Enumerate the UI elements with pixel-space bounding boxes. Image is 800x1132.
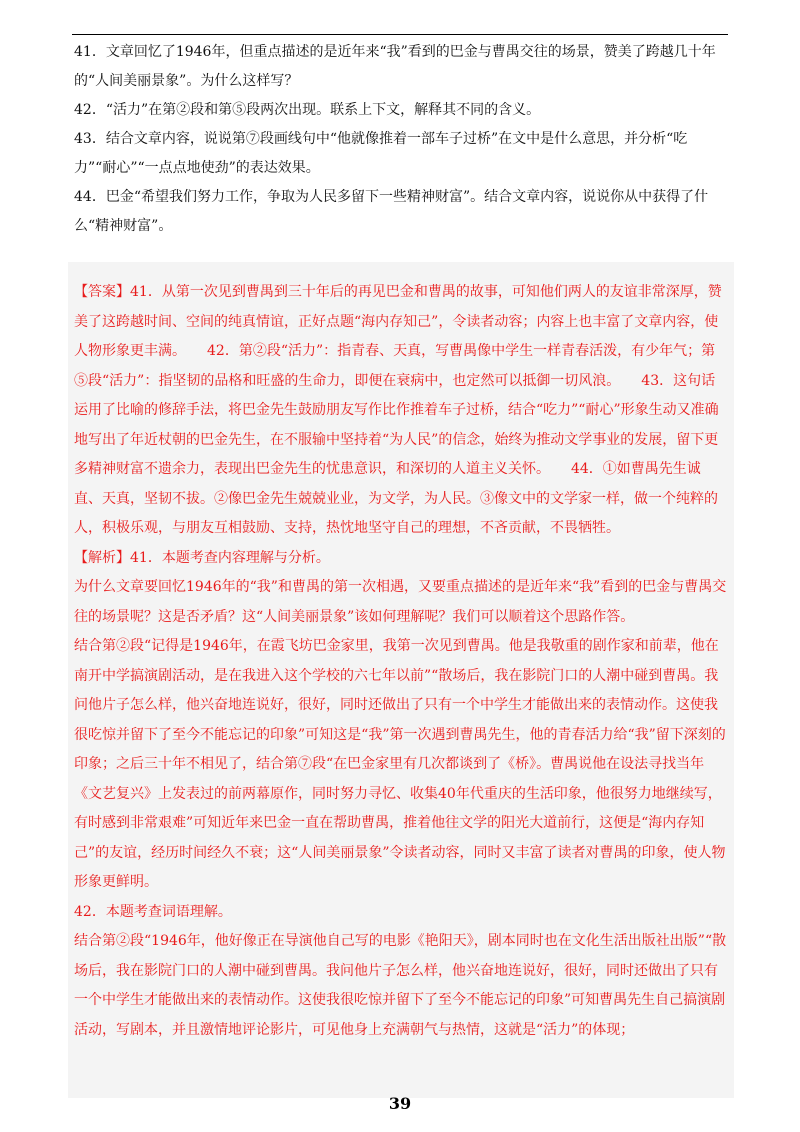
questions-block (74, 38, 728, 241)
page-number: 39 (388, 1094, 412, 1113)
answer-paragraph (74, 278, 728, 544)
question-41: 41．文章回忆了1946年，但重点描述的是近年来“我”看到的巴金与曹禺交往的场景，赞美了跨越几十年的“人间美丽景象”。为什么这样写？ (74, 44, 716, 89)
analysis-paragraph: 结合第②段“1946年，他好像正在导演他自己写的电影《艳阳天》，剧本同时也在文化生活出版社出版”“散场后，我在影院门口的人潮中碰到曹禺。我问他片子怎么样，他兴奋地连说好，很好，同时还做出了只有一个中学生才能做出来的表情动作。这使我很吃惊并留下了至今不能忘记的印象”可知曹禺先生自己搞演剧活动，写剧本，并且激情地评论影片，可见他身上充满朝气与热情，这就是“活力”的体现； (74, 933, 727, 1038)
question-43: 43．结合文章内容，说说第⑦段画线句中“他就像推着一部车子过桥”在文中是什么意思，并分析“吃力”“耐心”“一点点地使劲”的表达效果。 (74, 131, 688, 176)
analysis-tag: 【解析】 (74, 549, 130, 566)
analysis-paragraph: 结合第②段“记得是1946年，在霞飞坊巴金家里，我第一次见到曹禺。他是我敬重的剧作家和前辈，他在南开中学搞演剧活动，是在我进入这个学校的六七年以前”“散场后，我在影院门口的人潮中碰到曹禺。我问他片子怎么样，他兴奋地连说好，很好，同时还做出了只有一个中学生才能做出来的表情动作。这使我很吃惊并留下了至今不能忘记的印象”可知这是“我”第一次遇到曹禺先生，他的青春活力给“我”留下深刻的印象；之后三十年不相见了，结合第⑦段“在巴金家里有几次都谈到了《桥》。曹禺说他在设法寻找当年《文艺复兴》上发表过的前两幕原作，同时努力寻忆、收集40年代重庆的生活印象，他很努力地继续写，有时感到非常艰难”可知近年来巴金一直在帮助曹禺，推着他往文学的阳光大道前行，这便是“海内存知己”的友谊，经历时间经久不衰；这“人间美丽景象”令读者动容，同时又丰富了读者对曹禺的印象，使人物形象更鲜明。 (74, 638, 726, 890)
analysis-paragraph: 为什么文章要回忆1946年的“我”和曹禺的第一次相遇，又要重点描述的是近年来“我”看到的巴金与曹禺交往的场景呢？这是否矛盾？这“人间美丽景象”该如何理解呢？我们可以顺着这个思路作答。 (74, 579, 727, 625)
top-rule (72, 34, 728, 35)
question-42: 42．“活力”在第②段和第⑤段两次出现。联系上下文，解释其不同的含义。 (74, 102, 541, 118)
answer-tag: 【答案】 (74, 284, 130, 300)
analysis-paragraph: 42．本题考查词语理解。 (74, 903, 232, 920)
analysis-paragraph: 41．本题考查内容理解与分析。 (130, 549, 330, 566)
analysis-heading (74, 544, 728, 574)
answer-analysis-block (74, 278, 728, 1045)
answer-text: 41．从第一次见到曹禺到三十年后的再见巴金和曹禺的故事，可知他们两人的友谊非常深厚，赞美了这跨越时间、空间的纯真情谊，正好点题“海内存知己”，令读者动容；内容上也丰富了文章内容，使人物形象更丰满。 42．第②段“活力”：指青春、天真，写曹禺像中学生一样青春活泼，有少年气；第⑤段“活力”：指坚韧的品格和旺盛的生命力，即便在衰病中，也定然可以抵御一切风浪。 43．这句话运用了比喻的修辞手法，将巴金先生鼓励朋友写作比作推着车子过桥，结合“吃力”“耐心”形象生动又准确地写出了年近杖朝的巴金先生，在不服输中坚持着“为人民”的信念，始终为推动文学事业的发展，留下更多精神财富不遗余力，表现出巴金先生的忧患意识，和深切的人道主义关怀。 44．①如曹禺先生诚直、天真，坚韧不拔。②像巴金先生兢兢业业，为文学，为人民。③像文中的文学家一样，做一个纯粹的人，积极乐观，与朋友互相鼓励、支持，热忱地坚守自己的理想，不吝贡献，不畏牺牲。 (74, 284, 722, 536)
question-44: 44．巴金“希望我们努力工作，争取为人民多留下一些精神财富”。结合文章内容，说说你从中获得了什么“精神财富”。 (74, 189, 709, 234)
